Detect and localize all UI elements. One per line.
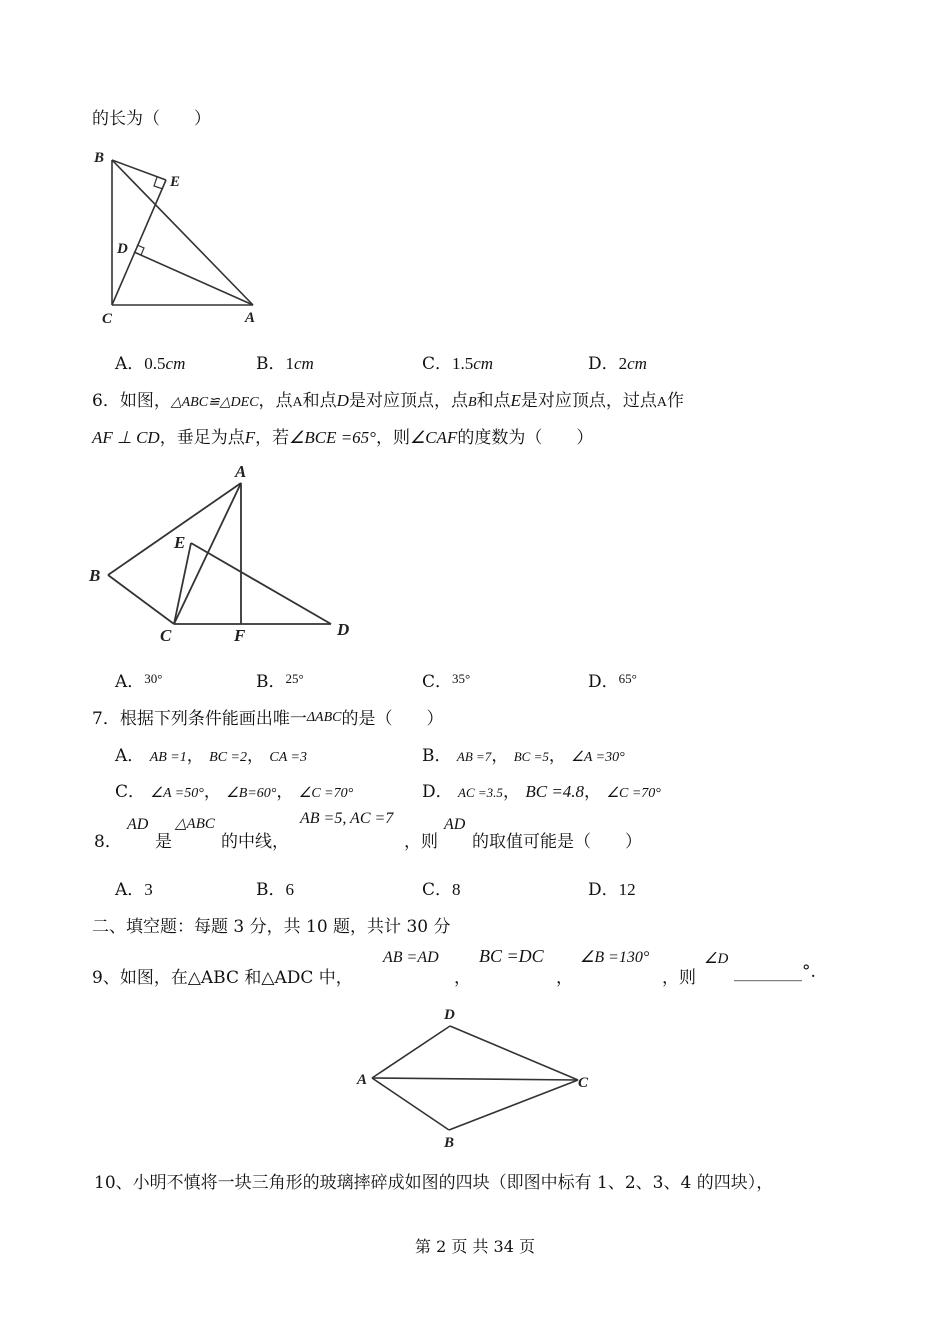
q8-option-c[interactable] (422, 875, 461, 900)
q7-option-b[interactable] (422, 741, 625, 766)
q6-figure (86, 458, 366, 648)
q8-condition: AB =5, AC =7 (300, 810, 394, 827)
option-letter: D． (588, 672, 619, 692)
option-unit: cm (294, 354, 314, 373)
text: 作 (667, 391, 685, 411)
q7-stem (92, 704, 444, 729)
text: ，垂足为点 (159, 428, 245, 448)
q5-label-a: A (245, 310, 256, 326)
q9-condition-3: ∠B =130° (580, 949, 650, 966)
q9-condition-2: BC =DC (479, 946, 544, 966)
q9-asked-angle: ∠D (704, 951, 729, 967)
option-value: 25° (285, 671, 304, 686)
option-letter: A． (115, 672, 145, 692)
point-a: A (656, 395, 668, 410)
separator: ， (548, 746, 566, 766)
text: 根据下列条件能画出唯一 (119, 709, 307, 729)
option-letter: C． (422, 354, 453, 374)
condition: AC =3.5 (458, 785, 503, 800)
option-letter: D． (588, 354, 619, 374)
option-value: 65° (618, 671, 637, 686)
asked-angle: ∠CAF (409, 428, 458, 447)
q7-option-a[interactable] (115, 741, 307, 766)
option-letter: B． (256, 672, 286, 692)
text: 的度数为（ ） (457, 428, 594, 448)
q9-label-c: C (578, 1075, 589, 1091)
condition: ∠B=60° (226, 786, 277, 801)
option-value: 8 (452, 880, 461, 899)
degree-end: °. (802, 962, 816, 982)
q8-triangle: △ABC (175, 816, 215, 832)
q9-separator-1: ， (454, 968, 471, 988)
option-value: 12 (618, 880, 636, 899)
condition: ∠A =30° (571, 750, 625, 765)
separator: ， (584, 782, 602, 802)
q8-text-median: 的中线， (221, 832, 289, 852)
q5-figure (86, 142, 276, 332)
q8-ad: AD (127, 816, 149, 833)
q5-option-c[interactable] (422, 349, 493, 374)
separator: ， (203, 782, 221, 802)
separator: ， (502, 782, 520, 802)
q5-label-c: C (102, 311, 113, 327)
q8-text-then: ，则 (404, 832, 438, 852)
point-a: A (292, 395, 303, 410)
text: 和点 (302, 391, 337, 411)
q9-answer-blank[interactable] (734, 962, 816, 982)
separator: ， (186, 746, 204, 766)
q5-option-b[interactable] (256, 349, 314, 374)
q7-option-c[interactable] (115, 777, 353, 802)
text: 的是（ ） (341, 709, 444, 729)
q8-option-b[interactable] (256, 875, 294, 900)
q8-option-a[interactable] (115, 875, 153, 900)
condition: CA =3 (269, 750, 307, 765)
condition: AB =1 (149, 750, 187, 765)
q9-condition-1: AB =AD (383, 949, 439, 966)
q6-label-b: B (89, 566, 101, 585)
q6-stem-line2 (92, 423, 593, 448)
q6-label-f: F (234, 626, 246, 645)
section-title: 二、填空题：每题 3 分，共 10 题，共计 30 分 (92, 917, 451, 937)
separator: ， (276, 782, 294, 802)
q9-separator-2: ， (556, 968, 573, 988)
q9-figure (352, 1002, 602, 1154)
q9-label-a: A (357, 1072, 368, 1088)
text: 和点 (476, 391, 511, 411)
text: ，若 (255, 428, 290, 448)
q9-label-d: D (444, 1007, 455, 1023)
option-value: 30° (144, 671, 163, 686)
q9-label-b: B (444, 1135, 455, 1151)
point-d: D (336, 391, 349, 410)
q8-text-ask: 的取值可能是（ ） (472, 832, 642, 852)
q6-label-a: A (235, 462, 247, 481)
triangle-expr: ΔABC (306, 710, 342, 725)
question-number: 6． (92, 391, 120, 411)
condition: ∠C =70° (606, 786, 661, 801)
condition: ∠C =70° (298, 786, 354, 801)
q6-label-e: E (174, 533, 186, 552)
q6-option-b[interactable] (256, 667, 304, 692)
q8-option-d[interactable] (588, 875, 636, 900)
option-letter: B． (256, 880, 286, 900)
q5-option-a[interactable] (115, 349, 185, 374)
text: 是对应顶点，过点 (520, 391, 657, 411)
separator: ， (247, 746, 264, 766)
question-number: 7． (92, 709, 120, 729)
option-letter: C． (115, 782, 146, 802)
point-e: E (510, 391, 521, 410)
option-letter: C． (422, 880, 453, 900)
blank-line: ________ (734, 962, 802, 982)
condition: ∠A =50° (150, 786, 204, 801)
option-unit: cm (473, 354, 494, 373)
text: ，点 (258, 391, 293, 411)
q8-number: 8． (94, 832, 122, 852)
point-b: B (467, 395, 477, 410)
text: ，则 (375, 428, 410, 448)
q6-option-d[interactable] (588, 667, 637, 692)
condition: BC =2 (209, 750, 247, 765)
congruence-expr: △ABC≌△DEC (170, 395, 259, 410)
q6-option-c[interactable] (422, 667, 470, 692)
separator: ， (491, 746, 509, 766)
condition: BC =5 (513, 749, 549, 764)
text: 如图， (119, 391, 171, 411)
angle-expr: ∠BCE =65° (289, 428, 376, 447)
option-letter: A． (115, 880, 145, 900)
q8-ad-2: AD (444, 816, 466, 833)
q6-label-c: C (160, 626, 172, 645)
option-letter: A． (115, 746, 145, 766)
option-value: 3 (144, 880, 153, 899)
option-letter: B． (422, 746, 452, 766)
point-f: F (244, 428, 256, 447)
option-letter: D． (588, 880, 619, 900)
page-footer: 第 2 页 共 34 页 (415, 1237, 535, 1256)
q5-label-b: B (94, 150, 105, 166)
q8-text-shi: 是 (155, 832, 172, 852)
text: 是对应顶点，点 (348, 391, 468, 411)
q6-option-a[interactable] (115, 667, 162, 692)
option-number: 1.5 (452, 354, 474, 373)
option-value: 6 (285, 880, 294, 899)
q6-stem-line1 (92, 386, 684, 411)
option-unit: cm (165, 354, 186, 373)
q10-stem: 10、小明不慎将一块三角形的玻璃摔碎成如图的四块（即图中标有 1、2、3、4 的四块）， (94, 1173, 774, 1193)
q5-label-e: E (170, 174, 181, 190)
option-letter: D． (422, 782, 453, 802)
option-number: 1 (285, 354, 294, 373)
condition: AB =7 (456, 749, 492, 764)
condition: BC =4.8 (525, 782, 585, 801)
q5-option-d[interactable] (588, 349, 647, 374)
option-letter: B． (256, 354, 286, 374)
option-number: 0.5 (144, 354, 166, 373)
option-value: 35° (452, 671, 471, 686)
q9-stem-text: 9、如图，在△ABC 和△ADC 中， (92, 968, 353, 988)
option-unit: cm (627, 354, 647, 373)
q6-label-d: D (337, 620, 350, 639)
perpendicular-expr: AF ⊥ CD (92, 428, 160, 447)
option-letter: C． (422, 672, 453, 692)
option-letter: A． (115, 354, 145, 374)
option-number: 2 (618, 354, 628, 373)
q5-label-d: D (117, 241, 128, 257)
q7-option-d[interactable] (422, 777, 661, 802)
q9-text-then: ，则 (662, 968, 696, 988)
q5-stem-tail: 的长为（ ） (92, 109, 211, 129)
